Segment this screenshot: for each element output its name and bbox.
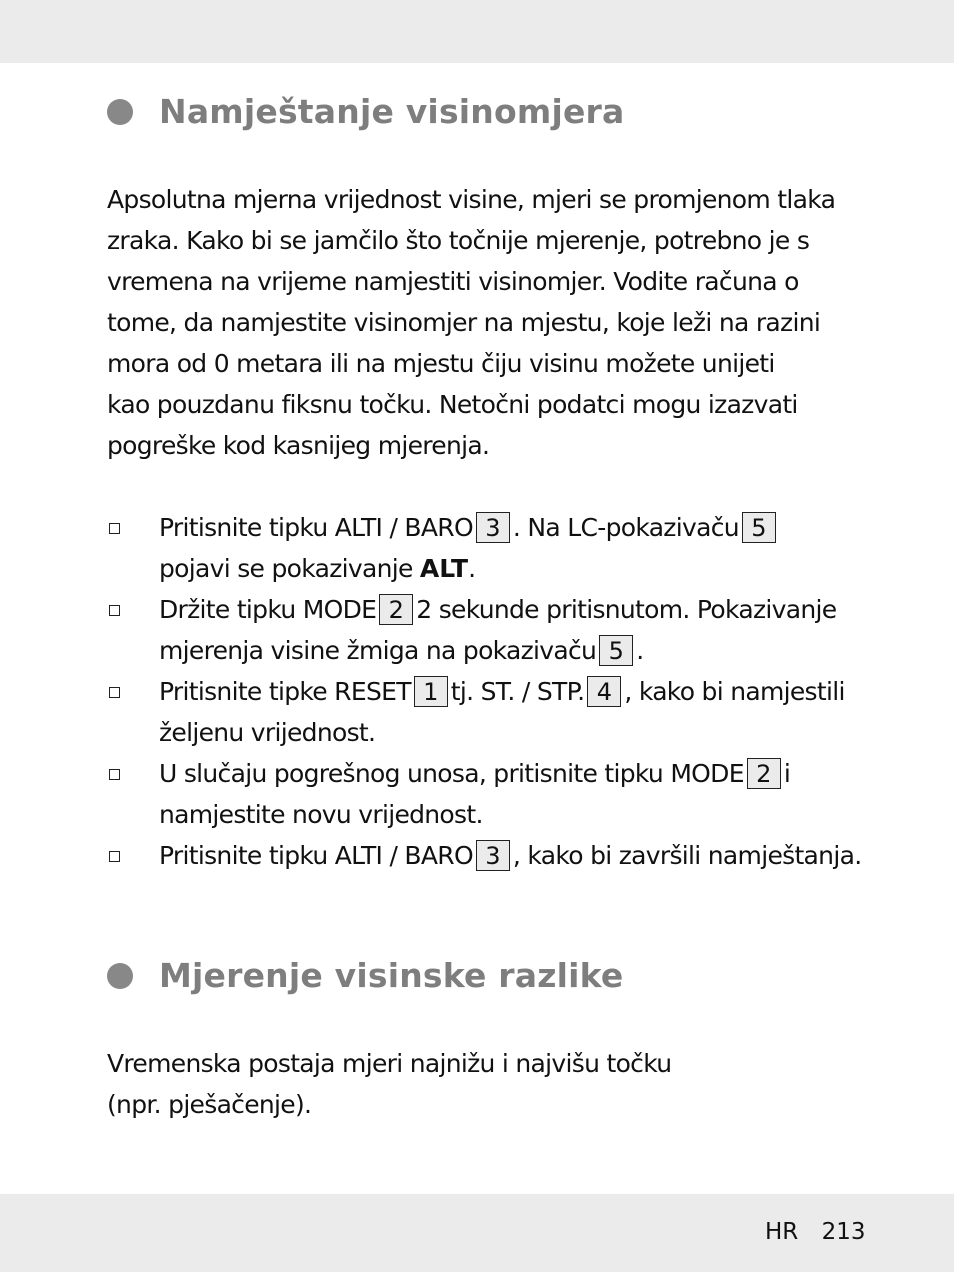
step-text: . Na LC-pokazivaču: [512, 513, 739, 542]
step-item: [107, 835, 861, 876]
paragraph-line: Apsolutna mjerna vrijednost visine, mjeri se promjenom tlaka: [107, 185, 836, 214]
step-text: željenu vrijednost.: [159, 718, 376, 747]
step-text: Pritisnite tipku ALTI / BARO: [159, 513, 473, 542]
key-number-badge: 5: [599, 635, 633, 666]
key-number-badge: 2: [747, 758, 781, 789]
section-heading-altimeter-setting: [107, 92, 625, 131]
step-item: [107, 753, 861, 835]
step-item: [107, 671, 861, 753]
checkbox-square-icon: [109, 687, 120, 698]
key-number-badge: 4: [587, 676, 621, 707]
step-item: [107, 507, 861, 589]
paragraph-line: tome, da namjestite visinomjer na mjestu, koje leži na razini: [107, 308, 821, 337]
checkbox-square-icon: [109, 769, 120, 780]
step-line: [159, 589, 861, 630]
instruction-steps-list: [107, 507, 861, 876]
heading-bullet-dot-icon: [107, 963, 133, 989]
step-line: [159, 630, 861, 671]
section-paragraph: [107, 1043, 671, 1125]
section-title: Namještanje visinomjera: [159, 92, 625, 131]
checkbox-square-icon: [109, 605, 120, 616]
step-text: 2 sekunde pritisnutom. Pokazivanje: [416, 595, 837, 624]
key-number-badge: 3: [476, 840, 510, 871]
paragraph-line: Vremenska postaja mjeri najnižu i najvišu točku: [107, 1049, 672, 1078]
step-text: pojavi se pokazivanje: [159, 554, 420, 583]
display-code: ALT: [419, 554, 469, 583]
heading-bullet-dot-icon: [107, 99, 133, 125]
paragraph-line: mora od 0 metara ili na mjestu čiju visinu možete unijeti: [107, 349, 775, 378]
page-number: 213: [821, 1219, 866, 1245]
step-line: [159, 507, 861, 548]
key-number-badge: 3: [476, 512, 510, 543]
paragraph-line: kao pouzdanu fiksnu točku. Netočni podatci mogu izazvati: [107, 390, 798, 419]
paragraph-line: (npr. pješačenje).: [107, 1090, 312, 1119]
checkbox-square-icon: [109, 523, 120, 534]
key-number-badge: 2: [379, 594, 413, 625]
paragraph-line: pogreške kod kasnijeg mjerenja.: [107, 431, 490, 460]
step-text: , kako bi završili namještanja.: [512, 841, 862, 870]
key-number-badge: 5: [742, 512, 776, 543]
step-text: .: [468, 554, 476, 583]
step-text: .: [636, 636, 644, 665]
checkbox-square-icon: [109, 851, 120, 862]
language-code: HR: [765, 1219, 799, 1245]
page-footer: [765, 1219, 866, 1245]
step-text: tj. ST. / STP.: [450, 677, 585, 706]
step-line: [159, 753, 861, 794]
step-line: [159, 712, 861, 753]
step-text: Pritisnite tipku ALTI / BARO: [159, 841, 473, 870]
paragraph-line: zraka. Kako bi se jamčilo što točnije mjerenje, potrebno je s: [107, 226, 810, 255]
key-number-badge: 1: [414, 676, 448, 707]
step-line: [159, 794, 861, 835]
step-text: Držite tipku MODE: [159, 595, 377, 624]
top-band: [0, 0, 954, 63]
step-item: [107, 589, 861, 671]
step-text: mjerenja visine žmiga na pokazivaču: [159, 636, 597, 665]
step-line: [159, 671, 861, 712]
step-line: [159, 835, 861, 876]
section-title: Mjerenje visinske razlike: [159, 956, 624, 995]
step-line: [159, 548, 861, 589]
paragraph-line: vremena na vrijeme namjestiti visinomjer. Vodite računa o: [107, 267, 799, 296]
step-text: i: [783, 759, 791, 788]
step-text: U slučaju pogrešnog unosa, pritisnite tipku MODE: [159, 759, 744, 788]
intro-paragraph: [107, 179, 835, 466]
step-text: , kako bi namjestili: [624, 677, 845, 706]
step-text: namjestite novu vrijednost.: [159, 800, 483, 829]
step-text: Pritisnite tipke RESET: [159, 677, 411, 706]
section-heading-height-difference: [107, 956, 624, 995]
